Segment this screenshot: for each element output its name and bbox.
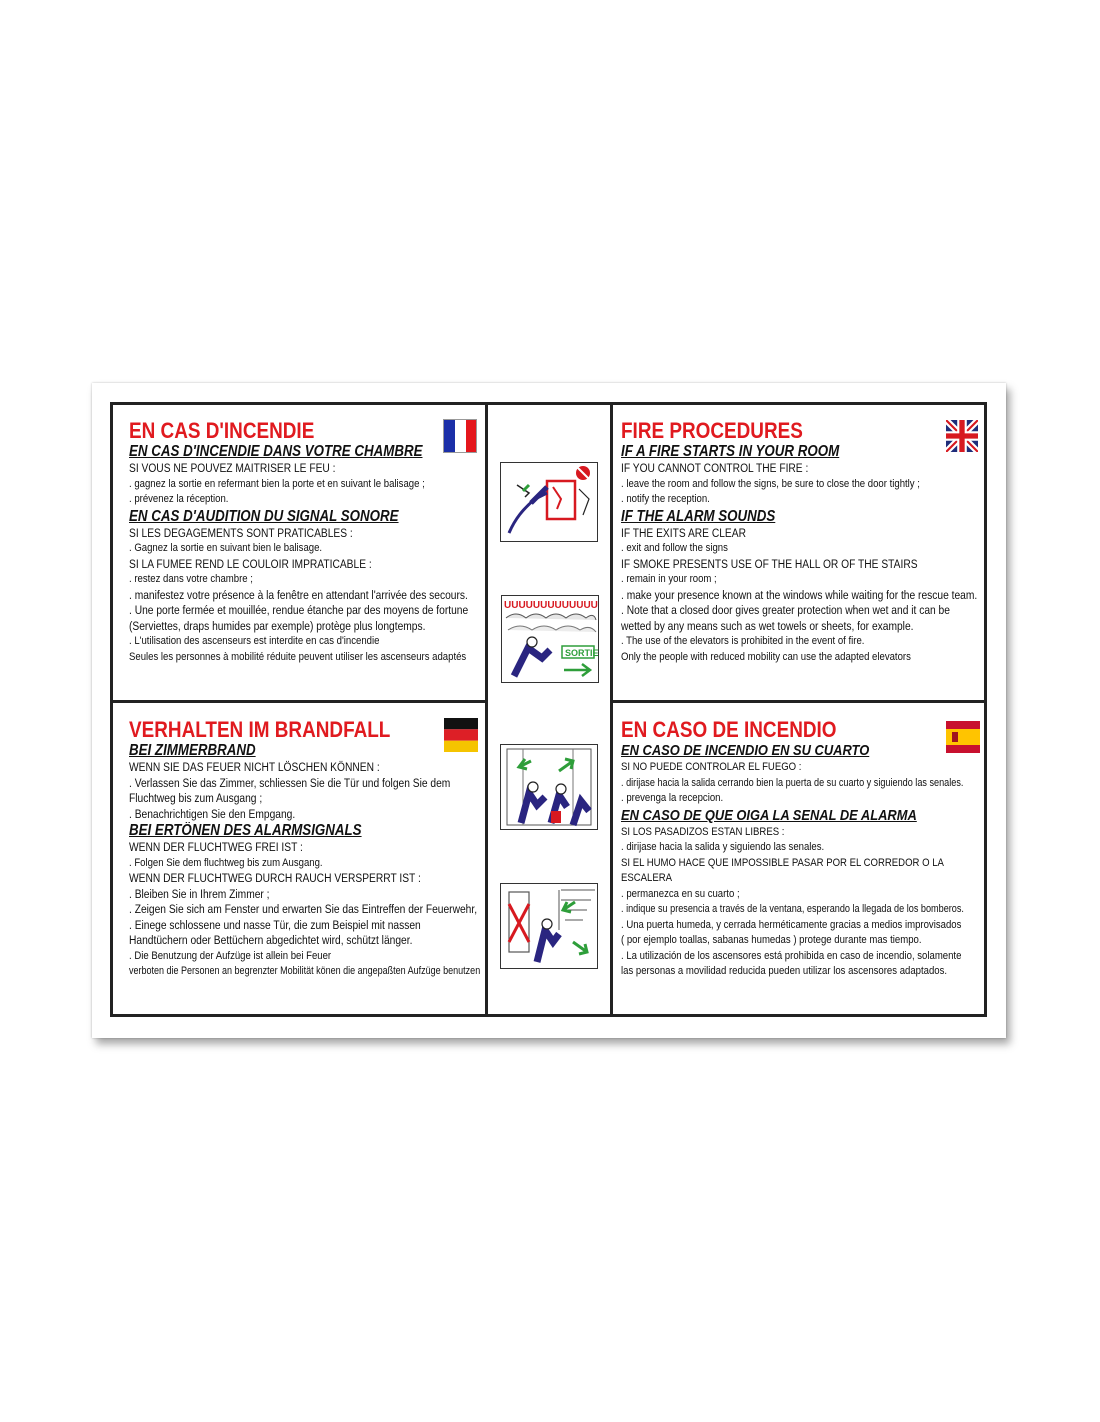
french-line: Seules les personnes à mobilité réduite peuvent utiliser les ascenseurs adaptés	[129, 650, 467, 663]
spanish-line: . indique su presencia a través de la ventana, esperando la llegada de los bomberos.	[621, 903, 964, 915]
english-line: . remain in your room ;	[621, 573, 717, 585]
french-title: EN CAS D'INCENDIE	[129, 419, 315, 443]
german-line: . Einege schlossene und nasse Tür, die zum Beispiel mit nassen	[129, 917, 421, 932]
german-line: . Benachrichtigen Sie den Empgang.	[129, 806, 296, 821]
uk-flag-icon	[946, 420, 978, 452]
english-title: FIRE PROCEDURES	[621, 419, 803, 443]
german-line: . Verlassen Sie das Zimmer, schliessen Sie die Tür und folgen Sie dem	[129, 775, 451, 790]
spanish-line: . dirijase hacia la salida cerrando bien la puerta de su cuarto y siguiendo las senales.	[621, 776, 964, 789]
french-line: (Serviettes, draps humides par exemple) protège plus longtemps.	[129, 618, 426, 633]
spanish-line: SI EL HUMO HACE QUE IMPOSSIBLE PASAR POR EL CORREDOR O LA	[621, 856, 944, 869]
alarm-text: UUUUUUUUUUUUU	[504, 600, 598, 611]
spanish-subheading-alarm: EN CASO DE QUE OIGA LA SENAL DE ALARMA	[621, 806, 917, 824]
english-line: . exit and follow the signs	[621, 542, 728, 554]
illustration-alarm-exit	[501, 595, 599, 683]
spanish-line: ESCALERA	[621, 872, 673, 884]
illustration-evacuation	[500, 744, 598, 830]
french-line: . Une porte fermée et mouillée, rendue étanche par des moyens de fortune	[129, 603, 469, 617]
german-flag-icon	[444, 718, 478, 752]
french-line: . Gagnez la sortie en suivant bien le balisage.	[129, 542, 323, 554]
spanish-line: . La utilización de los ascensores está prohibida en caso de incendio, solamente	[621, 949, 962, 962]
english-line: wetted by any means such as wet towels or sheets, for example.	[621, 618, 914, 633]
spanish-flag-icon	[946, 721, 980, 753]
german-title: VERHALTEN IM BRANDFALL	[129, 718, 391, 742]
illustration-no-elevator	[500, 883, 598, 969]
english-line: . make your presence known at the windows while waiting for the rescue team.	[621, 587, 978, 602]
german-line: . Bleiben Sie in Ihrem Zimmer ;	[129, 886, 270, 901]
spanish-subheading-room: EN CASO DE INCENDIO EN SU CUARTO	[621, 742, 870, 759]
exit-sign-text: SORTIE	[565, 648, 598, 658]
french-line: . prévenez la réception.	[129, 493, 229, 505]
english-subheading-alarm: IF THE ALARM SOUNDS	[621, 507, 776, 525]
german-line: Handtüchern oder Bettüchern abgedichtet wird, schützt länger.	[129, 933, 413, 947]
french-panel	[129, 419, 481, 699]
french-flag-icon	[443, 419, 477, 453]
french-line: . L'utilisation des ascenseurs est interdite en cas d'incendie	[129, 635, 380, 647]
english-line: . The use of the elevators is prohibited in the event of fire.	[621, 635, 865, 647]
french-line: SI VOUS NE POUVEZ MAITRISER LE FEU :	[129, 461, 336, 475]
german-line: verboten die Personen an begrenzter Mobilität könen die angepaßten Aufzüge benutzen	[129, 965, 481, 977]
sign-frame	[110, 402, 987, 1017]
german-line: . Zeigen Sie sich am Fenster und erwarten Sie das Eintreffen der Feuerwehr,	[129, 902, 478, 916]
divider-left-horizontal	[113, 700, 488, 703]
german-line: . Folgen Sie dem fluchtweg bis zum Ausgang.	[129, 856, 323, 869]
english-panel	[621, 419, 983, 699]
divider-right-horizontal	[610, 700, 984, 703]
french-subheading-alarm: EN CAS D'AUDITION DU SIGNAL SONORE	[129, 507, 399, 525]
divider-left	[485, 405, 488, 1014]
spanish-line: . dirijase hacia la salida y siguiendo las senales.	[621, 841, 825, 853]
french-line: . manifestez votre présence à la fenêtre en attendant l'arrivée des secours.	[129, 587, 468, 602]
english-line: . leave the room and follow the signs, be sure to close the door tightly ;	[621, 477, 920, 490]
french-subheading-room: EN CAS D'INCENDIE DANS VOTRE CHAMBRE	[129, 443, 423, 460]
french-line: SI LES DEGAGEMENTS SONT PRATICABLES :	[129, 525, 353, 540]
spanish-line: SI NO PUEDE CONTROLAR EL FUEGO :	[621, 761, 802, 773]
german-subheading-room: BEI ZIMMERBRAND	[129, 742, 256, 759]
german-line: . Die Benutzung der Aufzüge ist allein bei Feuer	[129, 949, 332, 962]
french-line: SI LA FUMEE REND LE COULOIR IMPRATICABLE :	[129, 556, 372, 571]
english-line: . notify the reception.	[621, 493, 710, 505]
spanish-panel	[621, 718, 983, 1018]
english-line: IF YOU CANNOT CONTROL THE FIRE :	[621, 461, 809, 475]
french-line: . gagnez la sortie en refermant bien la porte et en suivant le balisage ;	[129, 477, 425, 490]
english-line: IF SMOKE PRESENTS USE OF THE HALL OR OF THE STAIRS	[621, 556, 918, 571]
spanish-line: las personas a movilidad reducida pueden utilizar los ascensores adaptados.	[621, 965, 948, 977]
german-line: WENN DER FLUCHTWEG FREI IST :	[129, 840, 303, 854]
illustration-closing-door	[500, 462, 598, 542]
german-line: Fluchtweg bis zum Ausgang ;	[129, 791, 263, 805]
spanish-line: . prevenga la recepcion.	[621, 792, 724, 804]
spanish-line: SI LOS PASADIZOS ESTAN LIBRES :	[621, 825, 785, 838]
english-line: IF THE EXITS ARE CLEAR	[621, 525, 746, 540]
german-line: WENN SIE DAS FEUER NICHT LÖSCHEN KÖNNEN :	[129, 760, 380, 774]
spanish-line: . Una puerta humeda, y cerrada herméticamente gracias a medios improvisados	[621, 918, 962, 931]
divider-right	[610, 405, 613, 1014]
german-panel	[129, 718, 485, 1018]
spanish-line: . permanezca en su cuarto ;	[621, 887, 740, 900]
spanish-title: EN CASO DE INCENDIO	[621, 718, 837, 742]
english-subheading-room: IF A FIRE STARTS IN YOUR ROOM	[621, 443, 840, 460]
english-line: . Note that a closed door gives greater protection when wet and it can be	[621, 603, 950, 617]
french-line: . restez dans votre chambre ;	[129, 573, 253, 585]
english-line: Only the people with reduced mobility can use the adapted elevators	[621, 650, 911, 663]
spanish-line: ( por ejemplo toallas, sabanas humedas ) protege durante mas tiempo.	[621, 934, 922, 946]
fire-procedures-sign	[92, 383, 1006, 1038]
german-line: WENN DER FLUCHTWEG DURCH RAUCH VERSPERRT IST :	[129, 871, 421, 885]
german-subheading-alarm: BEI ERTÖNEN DES ALARMSIGNALS	[129, 822, 362, 839]
